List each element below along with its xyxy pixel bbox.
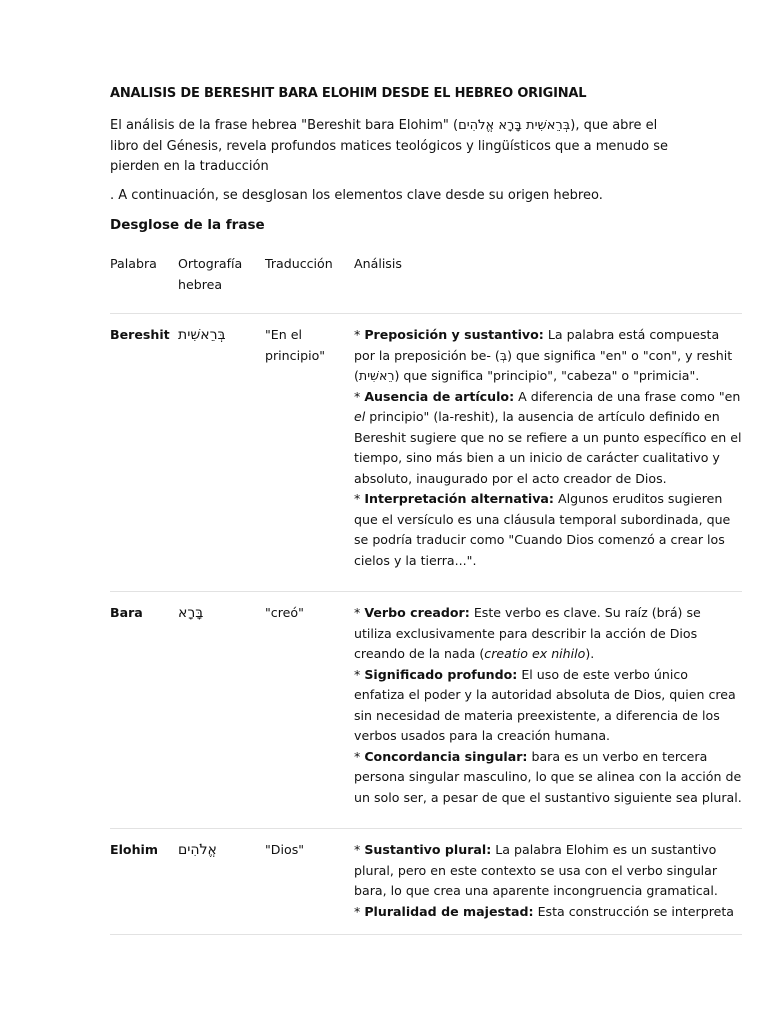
section-heading: Desglose de la frase [110,217,265,233]
translation-cell: "En el principio" [265,314,354,592]
intro-continuation: . A continuación, se desglosan los elementos clave desde su origen hebreo. [110,188,603,203]
analysis-point [354,387,742,490]
translation-cell: "creó" [265,592,354,829]
point-title: Verbo creador: [364,605,470,620]
bullet-marker: * [354,666,365,682]
analysis-cell [354,314,742,592]
hebrew-text: בָּרָא [178,605,204,621]
header-translation: Traducción [265,252,354,314]
point-text: A diferencia de una frase como "en [514,388,741,404]
point-text: bara es un verbo en tercera persona singular masculino, lo que se alinea con la acción de un solo ser, a pesar de que el sustantivo siguiente sea plural. [354,748,742,805]
point-text: Este verbo es clave. Su raíz (brá) se utiliza exclusivamente para describir la acción de Dios creando de la nada ( [354,605,701,661]
analysis-point [354,603,742,665]
hebrew-cell [178,592,265,829]
point-text: El uso de este verbo único enfatiza el poder y la autoridad absoluta de Dios, quien crea sin necesidad de materia preexistente, a diferencia de los verbos usados para la creación humana. [354,666,736,743]
word-cell: Bara [110,592,178,829]
analysis-cell [354,592,742,829]
word-cell: Elohim [110,829,178,935]
point-text: Esta construcción se interpreta [533,903,735,919]
analysis-point [354,325,742,387]
bullet-marker: * [354,748,365,764]
analysis-point [354,489,742,571]
bullet-marker: * [354,388,365,404]
point-title: Pluralidad de majestad: [364,903,534,919]
hebrew-text: אֱלֹהִים [178,842,217,858]
point-title: Concordancia singular: [364,748,528,764]
point-text: ). [585,646,595,661]
bullet-marker: * [354,903,365,919]
point-emphasis: creatio ex nihilo [484,646,586,661]
point-text: principio" (la-reshit), la ausencia de artículo definido en Bereshit sugiere que no se refiere a un punto específico en el tiempo, sino más bien a un inicio de carácter cualitativo y absoluto, inaugurado por el acto creador de Dios. [354,409,742,486]
bullet-marker: * [354,842,365,857]
point-text: La palabra está compuesta por la preposición be- (בְּ) que significa "en" o "con", y reshit (רֵאשִׁית) que significa "principio", "cabeza" o "primicia". [354,327,733,383]
analysis-cell [354,829,742,935]
breakdown-table [110,252,742,935]
point-title: Ausencia de artículo: [364,388,515,404]
analysis-point [354,840,742,902]
translation-cell: "Dios" [265,829,354,935]
analysis-point [354,665,742,747]
table-row [110,829,742,935]
header-analysis: Análisis [354,252,742,314]
point-title: Sustantivo plural: [364,842,492,857]
hebrew-text: בְּרֵאשִׁית [178,327,226,343]
point-emphasis: el [354,409,366,424]
point-text: Algunos eruditos sugieren que el versículo es una cláusula temporal subordinada, que se podría traducir como "Cuando Dios comenzó a crear los cielos y la tierra...". [354,491,731,568]
table-row [110,592,742,829]
bullet-marker: * [354,605,365,620]
word-cell: Bereshit [110,314,178,592]
bullet-marker: * [354,491,365,506]
analysis-point [354,902,742,923]
table-row [110,314,742,592]
intro-paragraph: El análisis de la frase hebrea "Bereshit bara Elohim" (בְּרֵאשִׁית בָּרָא אֱלֹהִים), que abre el libro del Génesis, revela profundos matices teológicos y lingüísticos que a menudo se pierden en la traducción [110,118,668,174]
point-title: Significado profundo: [364,666,518,682]
document-title: ANALISIS DE BERESHIT BARA ELOHIM DESDE EL HEBREO ORIGINAL [110,86,587,101]
point-title: Interpretación alternativa: [364,491,554,506]
hebrew-cell [178,314,265,592]
header-word: Palabra [110,252,178,314]
analysis-point [354,747,742,809]
header-orthography: Ortografía hebrea [178,252,265,314]
table-header-row [110,252,742,314]
bullet-marker: * [354,327,365,342]
hebrew-cell [178,829,265,935]
point-title: Preposición y sustantivo: [364,327,544,342]
point-text: La palabra Elohim es un sustantivo plural, pero en este contexto se usa con el verbo singular bara, lo que crea una aparente incongruencia gramatical. [354,842,718,898]
